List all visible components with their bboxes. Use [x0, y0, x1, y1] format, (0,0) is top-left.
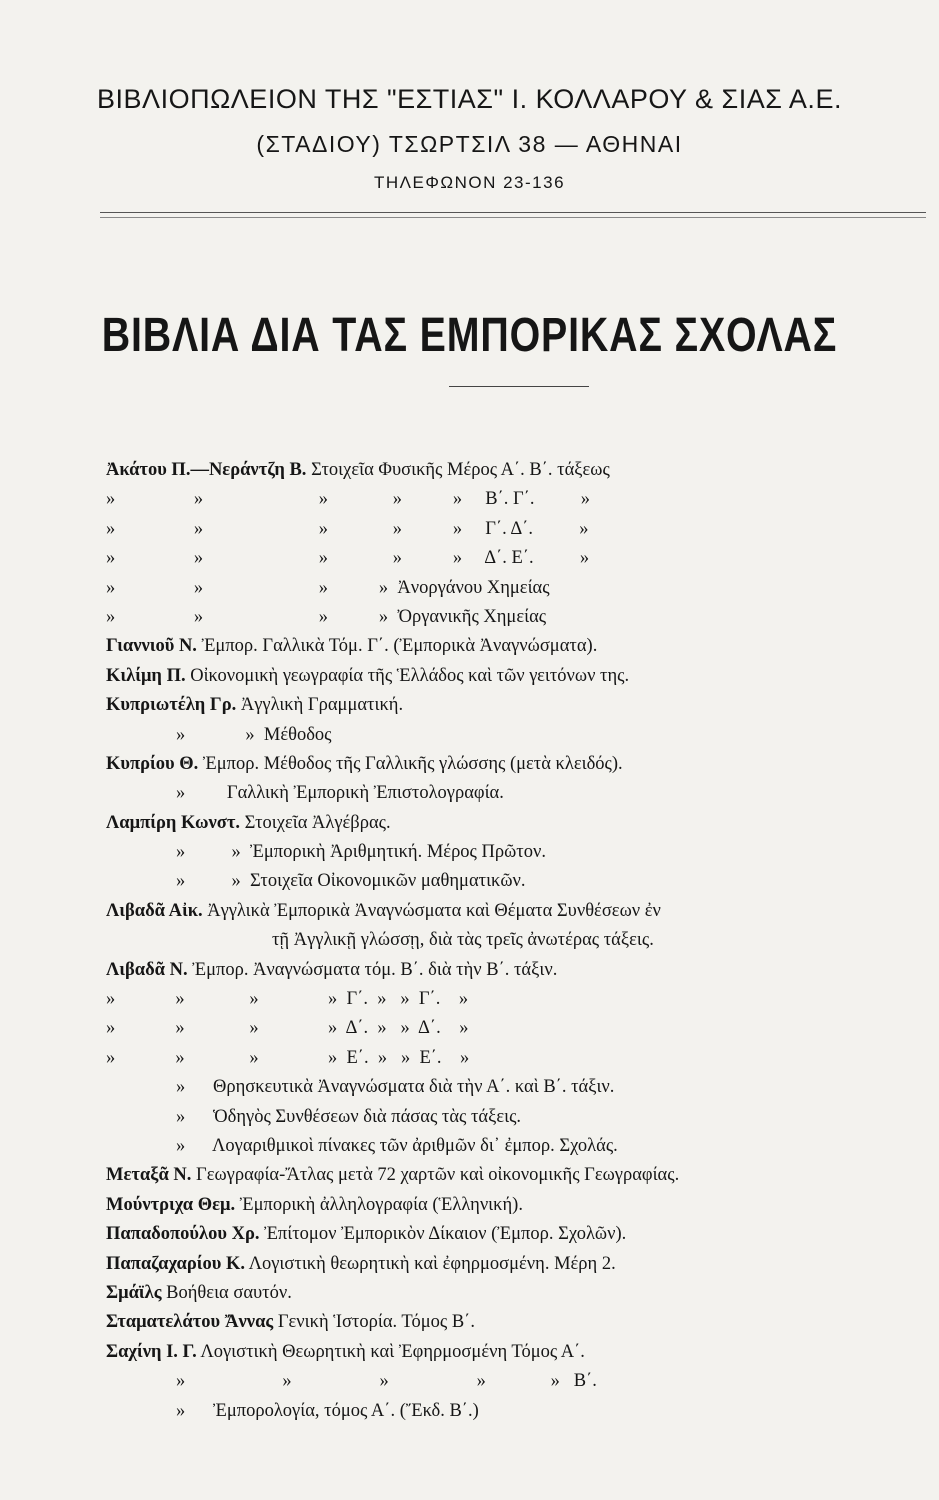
book-title: Λογιστικὴ θεωρητικὴ καὶ ἐφηρμοσμένη. Μέρη 2. — [248, 1253, 616, 1274]
book-entry-line — [106, 956, 931, 985]
author-name: Μεταξᾶ Ν. — [106, 1165, 192, 1186]
book-entry-line — [106, 721, 931, 750]
book-entry-line — [106, 544, 931, 573]
book-title: » » » » Ὀργανικῆς Χημείας — [106, 606, 547, 627]
book-title: » Θρησκευτικὰ Ἀναγνώσματα διὰ τὴν Α΄. καὶ Β΄. τάξιν. — [176, 1077, 615, 1098]
book-title: » » » » Δ΄. » » Δ΄. » — [106, 1018, 469, 1039]
page-title: ΒΙΒΛΙΑ ΔΙΑ ΤΑΣ ΕΜΠΟΡΙΚΑΣ ΣΧΟΛΑΣ — [101, 309, 838, 362]
book-entry-line — [106, 838, 931, 867]
book-title: » » » » » Β΄. — [176, 1371, 597, 1392]
book-entry-line — [106, 456, 931, 485]
book-title: Ἀγγλικὴ Γραμματική. — [240, 695, 404, 716]
book-title: » Λογαριθμικοὶ πίνακες τῶν ἀριθμῶν δι᾿ ἐμπορ. Σχολάς. — [176, 1135, 618, 1156]
book-title: Γενικὴ Ἱστορία. Τόμος Β΄. — [277, 1312, 475, 1333]
book-title: » » Στοιχεῖα Οἰκονομικῶν μαθηματικῶν. — [176, 871, 526, 892]
book-entry-line — [106, 1308, 931, 1337]
book-title: Ἐμπορικὴ ἀλληλογραφία (Ἑλληνική). — [239, 1194, 523, 1215]
header-divider — [100, 212, 926, 213]
book-title: Στοιχεῖα Ἀλγέβρας. — [244, 812, 391, 833]
author-name: Ἀκάτου Π.—Νεράντζη Β. — [106, 460, 307, 480]
bookstore-phone: ΤΗΛΕΦΩΝΟΝ 23-136 — [373, 173, 566, 192]
book-entry-line — [106, 779, 931, 808]
book-entry-line — [106, 897, 931, 926]
book-title: Ἐμπορ. Μέθοδος τῆς Γαλλικῆς γλώσσης (μετὰ κλειδός). — [202, 753, 623, 774]
bookstore-name: ΒΙΒΛΙΟΠΩΛΕΙΟΝ ΤΗΣ "ΕΣΤΙΑΣ" Ι. ΚΟΛΛΑΡΟΥ & ΣΙΑΣ Α.Ε. — [97, 84, 842, 114]
book-title: Ἀγγλικὰ Ἐμπορικὰ Ἀναγνώσματα καὶ Θέματα Συνθέσεων ἐν — [207, 900, 661, 921]
book-title: » » » » Ἀνοργάνου Χημείας — [106, 577, 550, 598]
book-entry-line — [106, 1132, 931, 1161]
author-name: Λαμπίρη Κωνστ. — [106, 812, 241, 833]
book-entry-line — [106, 485, 931, 514]
book-entry-line — [106, 1103, 931, 1132]
book-title: Στοιχεῖα Φυσικῆς Μέρος Α΄. Β΄. τάξεως — [311, 460, 610, 480]
book-entry-line — [106, 1397, 931, 1426]
book-entry-line — [106, 1044, 931, 1073]
book-entry-line — [106, 1014, 931, 1043]
book-title: » » » » » Γ΄. Δ΄. » — [106, 518, 589, 539]
book-title: » » Μέθοδος — [176, 724, 332, 745]
author-name: Κυπριωτέλη Γρ. — [106, 695, 237, 716]
book-title: » » » » Γ΄. » » Γ΄. » — [106, 989, 469, 1010]
book-entry-line — [106, 985, 931, 1014]
book-title: Ἐμπορ. Ἀναγνώσματα τόμ. Β΄. διὰ τὴν Β΄. τάξιν. — [192, 959, 558, 980]
book-title: τῇ Ἀγγλικῇ γλώσσῃ, διὰ τὰς τρεῖς ἀνωτέρας τάξεις. — [272, 930, 654, 951]
book-entry-line — [106, 515, 931, 544]
book-entry-line — [106, 574, 931, 603]
book-entry-line — [106, 1073, 931, 1102]
author-name: Παπαζαχαρίου Κ. — [106, 1253, 245, 1274]
book-title: » Ἐμπορολογία, τόμος Α΄. (Ἔκδ. Β΄.) — [176, 1400, 479, 1421]
book-entry-line — [106, 691, 931, 720]
book-title: Ἐπίτομον Ἐμπορικὸν Δίκαιον (Ἐμπορ. Σχολῶν). — [264, 1224, 627, 1245]
book-entry-line — [106, 1191, 931, 1220]
author-name: Κυπρίου Θ. — [106, 753, 199, 774]
book-entry-line — [106, 750, 931, 779]
book-entry-line — [106, 867, 931, 896]
author-name: Σταματελάτου Ἄννας — [106, 1312, 274, 1333]
book-title: Ἐμπορ. Γαλλικὰ Τόμ. Γ΄. (Ἐμπορικὰ Ἀναγνώσματα). — [201, 636, 598, 657]
book-entry-line — [106, 1338, 931, 1367]
book-entry-line — [106, 603, 931, 632]
author-name: Σμάϊλς — [106, 1282, 162, 1303]
book-entry-line — [106, 1220, 931, 1249]
book-title: » » » » Ε΄. » » Ε΄. » — [106, 1047, 470, 1068]
book-title: Οἰκονομικὴ γεωγραφία τῆς Ἑλλάδος καὶ τῶν γειτόνων της. — [190, 665, 630, 686]
title-underline — [449, 386, 589, 387]
book-title: » Ὁδηγὸς Συνθέσεων διὰ πάσας τὰς τάξεις. — [176, 1106, 522, 1127]
bookstore-address: (ΣΤΑΔΙΟΥ) ΤΣΩΡΤΣΙΛ 38 — ΑΘΗΝΑΙ — [256, 131, 683, 157]
author-name: Παπαδοπούλου Χρ. — [106, 1224, 260, 1245]
author-name: Λιβαδᾶ Ν. — [106, 959, 188, 980]
book-list — [106, 456, 931, 1426]
author-name: Γιαννιοῦ Ν. — [106, 636, 197, 657]
book-entry-line — [106, 809, 931, 838]
book-entry-line — [106, 632, 931, 661]
book-title: Γεωγραφία-Ἄτλας μετὰ 72 χαρτῶν καὶ οἰκονομικῆς Γεωγραφίας. — [196, 1165, 680, 1186]
book-entry-line — [106, 662, 931, 691]
book-entry-line — [106, 926, 931, 955]
header-divider-secondary — [100, 217, 926, 218]
book-entry-line — [106, 1161, 931, 1190]
book-entry-line — [106, 1279, 931, 1308]
author-name: Μούντριχα Θεμ. — [106, 1194, 236, 1215]
book-title: » » » » » Β΄. Γ΄. » — [106, 489, 590, 510]
author-name: Κιλίμη Π. — [106, 665, 186, 686]
author-name: Λιβαδᾶ Αἰκ. — [106, 900, 203, 921]
book-title: » Γαλλικὴ Ἐμπορικὴ Ἐπιστολογραφία. — [176, 783, 504, 804]
book-title: » » » » » Δ΄. Ε΄. » — [106, 548, 590, 569]
author-name: Σαχίνη Ι. Γ. — [106, 1341, 197, 1362]
book-entry-line — [106, 1367, 931, 1396]
book-title: Βοήθεια σαυτόν. — [166, 1282, 292, 1303]
book-title: » » Ἐμπορικὴ Ἀριθμητική. Μέρος Πρῶτον. — [176, 842, 546, 863]
book-entry-line — [106, 1250, 931, 1279]
book-title: Λογιστικὴ Θεωρητικὴ καὶ Ἐφηρμοσμένη Τόμος Α΄. — [200, 1341, 585, 1362]
